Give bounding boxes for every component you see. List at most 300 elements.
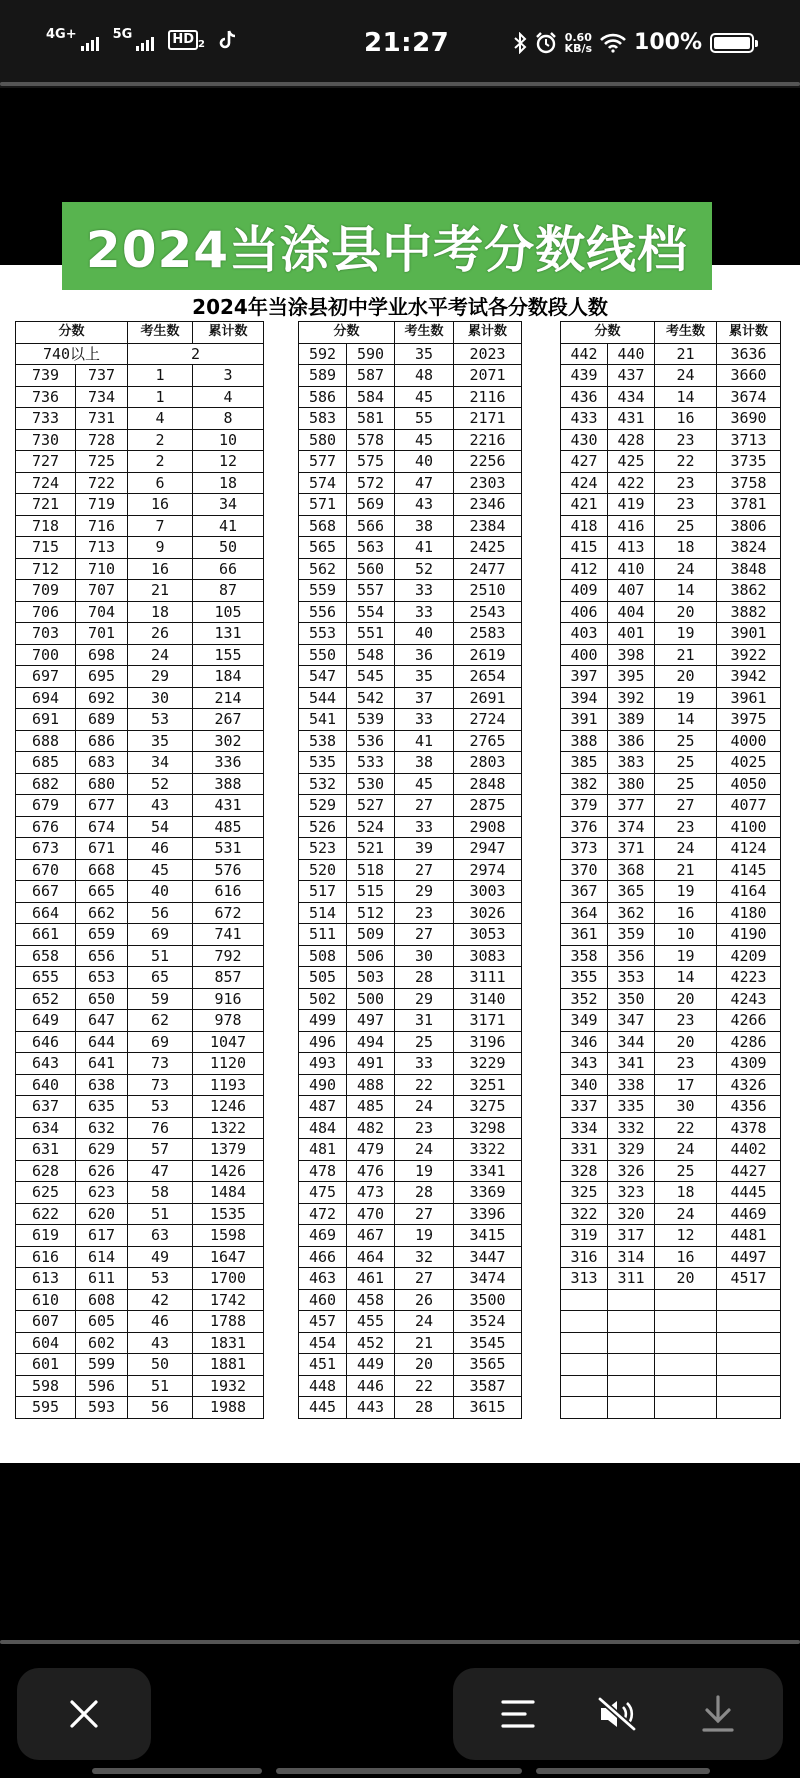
score-low: 716 <box>76 515 128 537</box>
table-row <box>16 1182 264 1204</box>
count-cell: 14 <box>655 580 717 602</box>
score-table-1 <box>15 321 264 1419</box>
score-high: 412 <box>561 558 608 580</box>
cumulative-cell: 3942 <box>717 666 781 688</box>
count-cell <box>655 1332 717 1354</box>
score-low: 524 <box>347 816 395 838</box>
table-row <box>299 558 522 580</box>
score-low: 404 <box>608 601 655 623</box>
count-cell: 48 <box>395 365 454 387</box>
score-high: 691 <box>16 709 76 731</box>
table-row <box>561 1010 781 1032</box>
score-low: 419 <box>608 494 655 516</box>
table-row <box>16 1354 264 1376</box>
cumulative-cell: 1881 <box>193 1354 264 1376</box>
count-cell: 22 <box>395 1375 454 1397</box>
table-row <box>16 1117 264 1139</box>
score-high: 379 <box>561 795 608 817</box>
score-low <box>608 1289 655 1311</box>
score-high: 415 <box>561 537 608 559</box>
score-high: 574 <box>299 472 347 494</box>
score-low: 674 <box>76 816 128 838</box>
header-count: 考生数 <box>128 322 193 344</box>
score-high: 589 <box>299 365 347 387</box>
cumulative-cell: 3636 <box>717 343 781 365</box>
cumulative-cell: 2116 <box>454 386 522 408</box>
score-high: 709 <box>16 580 76 602</box>
cumulative-cell <box>717 1375 781 1397</box>
score-high: 319 <box>561 1225 608 1247</box>
score-high: 652 <box>16 988 76 1010</box>
score-low: 362 <box>608 902 655 924</box>
score-high: 565 <box>299 537 347 559</box>
count-cell: 65 <box>128 967 193 989</box>
cumulative-cell: 616 <box>193 881 264 903</box>
score-low: 401 <box>608 623 655 645</box>
table-row <box>561 709 781 731</box>
table-row <box>16 580 264 602</box>
score-high: 430 <box>561 429 608 451</box>
table-row <box>561 1074 781 1096</box>
cumulative-cell: 3003 <box>454 881 522 903</box>
score-low: 476 <box>347 1160 395 1182</box>
cumulative-cell: 1484 <box>193 1182 264 1204</box>
table-row <box>561 752 781 774</box>
table-row <box>16 1096 264 1118</box>
score-high: 493 <box>299 1053 347 1075</box>
table-row <box>561 1225 781 1247</box>
score-low: 659 <box>76 924 128 946</box>
score-high: 649 <box>16 1010 76 1032</box>
score-high: 730 <box>16 429 76 451</box>
score-high: 373 <box>561 838 608 860</box>
count-cell: 21 <box>655 644 717 666</box>
score-high: 325 <box>561 1182 608 1204</box>
score-high: 733 <box>16 408 76 430</box>
table-row <box>561 1182 781 1204</box>
table-row <box>299 408 522 430</box>
count-cell: 25 <box>655 730 717 752</box>
score-low: 320 <box>608 1203 655 1225</box>
count-cell: 45 <box>395 386 454 408</box>
score-high: 706 <box>16 601 76 623</box>
score-low: 602 <box>76 1332 128 1354</box>
cumulative-cell: 3474 <box>454 1268 522 1290</box>
count-cell: 73 <box>128 1074 193 1096</box>
count-cell: 46 <box>128 1311 193 1333</box>
score-high: 508 <box>299 945 347 967</box>
score-high: 340 <box>561 1074 608 1096</box>
score-low: 725 <box>76 451 128 473</box>
table-row <box>561 1203 781 1225</box>
count-cell: 53 <box>128 709 193 731</box>
score-low: 443 <box>347 1397 395 1419</box>
table-row <box>299 945 522 967</box>
count-cell: 24 <box>655 1139 717 1161</box>
count-cell: 40 <box>395 623 454 645</box>
table-row <box>299 924 522 946</box>
score-high: 580 <box>299 429 347 451</box>
score-low: 668 <box>76 859 128 881</box>
banner-title: 2024当涂县中考分数线档 <box>85 221 689 279</box>
count-cell: 1 <box>128 365 193 387</box>
cumulative-cell: 485 <box>193 816 264 838</box>
cumulative-cell: 3674 <box>717 386 781 408</box>
score-low: 314 <box>608 1246 655 1268</box>
score-high: 463 <box>299 1268 347 1290</box>
table-row <box>299 1397 522 1419</box>
count-cell: 27 <box>395 1268 454 1290</box>
score-high: 331 <box>561 1139 608 1161</box>
score-high: 532 <box>299 773 347 795</box>
score-high: 388 <box>561 730 608 752</box>
count-cell: 21 <box>655 859 717 881</box>
count-cell: 20 <box>655 666 717 688</box>
count-cell: 27 <box>395 859 454 881</box>
cumulative-cell: 1788 <box>193 1311 264 1333</box>
table-row <box>561 408 781 430</box>
score-low: 512 <box>347 902 395 924</box>
count-cell: 14 <box>655 967 717 989</box>
table-row <box>561 1311 781 1333</box>
table-row <box>16 365 264 387</box>
count-cell: 19 <box>655 687 717 709</box>
score-low: 491 <box>347 1053 395 1075</box>
close-button[interactable] <box>17 1668 151 1760</box>
score-high: 622 <box>16 1203 76 1225</box>
count-cell: 24 <box>655 1203 717 1225</box>
score-high: 337 <box>561 1096 608 1118</box>
score-high: 376 <box>561 816 608 838</box>
count-cell: 47 <box>395 472 454 494</box>
count-cell: 21 <box>128 580 193 602</box>
count-cell: 19 <box>655 623 717 645</box>
table-header-row <box>299 322 522 344</box>
score-high: 355 <box>561 967 608 989</box>
score-high: 511 <box>299 924 347 946</box>
score-high: 715 <box>16 537 76 559</box>
score-low: 605 <box>76 1311 128 1333</box>
score-high: 382 <box>561 773 608 795</box>
signal-icon <box>81 37 99 51</box>
menu-button[interactable] <box>498 1694 538 1734</box>
cumulative-cell: 2803 <box>454 752 522 774</box>
cumulative-cell: 857 <box>193 967 264 989</box>
score-high: 442 <box>561 343 608 365</box>
score-high: 385 <box>561 752 608 774</box>
cumulative-cell: 1047 <box>193 1031 264 1053</box>
count-cell: 63 <box>128 1225 193 1247</box>
cumulative-cell: 1932 <box>193 1375 264 1397</box>
score-high: 631 <box>16 1139 76 1161</box>
score-low: 386 <box>608 730 655 752</box>
cumulative-cell: 2543 <box>454 601 522 623</box>
table-row <box>561 601 781 623</box>
count-cell: 18 <box>128 601 193 623</box>
cumulative-cell: 3083 <box>454 945 522 967</box>
score-low: 341 <box>608 1053 655 1075</box>
score-low: 416 <box>608 515 655 537</box>
table-row <box>561 623 781 645</box>
score-high: 547 <box>299 666 347 688</box>
count-cell: 27 <box>395 795 454 817</box>
score-low <box>608 1354 655 1376</box>
score-low: 494 <box>347 1031 395 1053</box>
table-row <box>561 1375 781 1397</box>
score-high: 421 <box>561 494 608 516</box>
score-high: 343 <box>561 1053 608 1075</box>
score-high: 535 <box>299 752 347 774</box>
cumulative-cell: 431 <box>193 795 264 817</box>
cumulative-cell: 3369 <box>454 1182 522 1204</box>
cumulative-cell: 531 <box>193 838 264 860</box>
count-cell: 34 <box>128 752 193 774</box>
table-row <box>16 644 264 666</box>
score-high: 424 <box>561 472 608 494</box>
table-row <box>16 537 264 559</box>
score-high: 361 <box>561 924 608 946</box>
score-low: 623 <box>76 1182 128 1204</box>
score-high: 685 <box>16 752 76 774</box>
count-cell: 38 <box>395 515 454 537</box>
cumulative-cell: 3565 <box>454 1354 522 1376</box>
count-cell: 12 <box>655 1225 717 1247</box>
cumulative-cell: 3882 <box>717 601 781 623</box>
table-row <box>16 601 264 623</box>
count-cell: 59 <box>128 988 193 1010</box>
score-high: 367 <box>561 881 608 903</box>
table-row <box>16 472 264 494</box>
header-cumulative: 累计数 <box>717 322 781 344</box>
table-row <box>299 644 522 666</box>
count-cell: 22 <box>655 451 717 473</box>
score-high: 697 <box>16 666 76 688</box>
score-high: 481 <box>299 1139 347 1161</box>
count-cell: 29 <box>395 988 454 1010</box>
count-cell: 33 <box>395 601 454 623</box>
cumulative-cell: 2908 <box>454 816 522 838</box>
score-low: 578 <box>347 429 395 451</box>
score-low: 713 <box>76 537 128 559</box>
cumulative-cell: 4427 <box>717 1160 781 1182</box>
cumulative-cell: 3396 <box>454 1203 522 1225</box>
cumulative-cell: 18 <box>193 472 264 494</box>
score-low: 614 <box>76 1246 128 1268</box>
table-row <box>561 902 781 924</box>
table-row <box>299 687 522 709</box>
score-high: 490 <box>299 1074 347 1096</box>
score-high: 667 <box>16 881 76 903</box>
count-cell: 23 <box>655 429 717 451</box>
count-cell: 55 <box>395 408 454 430</box>
count-cell: 16 <box>128 494 193 516</box>
cumulative-cell: 792 <box>193 945 264 967</box>
score-low: 629 <box>76 1139 128 1161</box>
score-high: 640 <box>16 1074 76 1096</box>
score-high: 628 <box>16 1160 76 1182</box>
count-cell: 20 <box>655 1031 717 1053</box>
count-cell: 39 <box>395 838 454 860</box>
count-cell: 23 <box>655 494 717 516</box>
score-high: 358 <box>561 945 608 967</box>
score-high: 538 <box>299 730 347 752</box>
header-count: 考生数 <box>395 322 454 344</box>
netspeed-unit: KB/s <box>564 41 593 55</box>
table-row <box>299 709 522 731</box>
table-row <box>299 1031 522 1053</box>
table-row <box>299 1117 522 1139</box>
count-cell: 6 <box>128 472 193 494</box>
score-low: 701 <box>76 623 128 645</box>
cumulative-cell: 3111 <box>454 967 522 989</box>
cumulative-cell: 4025 <box>717 752 781 774</box>
score-low: 431 <box>608 408 655 430</box>
score-high: 370 <box>561 859 608 881</box>
table-row <box>561 1332 781 1354</box>
count-cell: 21 <box>655 343 717 365</box>
count-cell: 24 <box>655 558 717 580</box>
table-row <box>299 343 522 365</box>
score-high: 664 <box>16 902 76 924</box>
score-high: 334 <box>561 1117 608 1139</box>
cumulative-cell: 4326 <box>717 1074 781 1096</box>
cumulative-cell: 3824 <box>717 537 781 559</box>
count-cell: 25 <box>655 1160 717 1182</box>
score-low: 482 <box>347 1117 395 1139</box>
score-high: 670 <box>16 859 76 881</box>
score-high: 598 <box>16 1375 76 1397</box>
table-row <box>299 623 522 645</box>
score-high: 460 <box>299 1289 347 1311</box>
count-cell: 19 <box>655 881 717 903</box>
battery-percent: 100% <box>634 30 702 55</box>
table-row <box>299 601 522 623</box>
count-cell: 42 <box>128 1289 193 1311</box>
score-low: 632 <box>76 1117 128 1139</box>
table-row <box>299 1311 522 1333</box>
score-high: 676 <box>16 816 76 838</box>
table-row <box>561 1160 781 1182</box>
score-low: 536 <box>347 730 395 752</box>
count-cell: 16 <box>655 1246 717 1268</box>
cumulative-cell: 741 <box>193 924 264 946</box>
score-high: 529 <box>299 795 347 817</box>
score-high <box>561 1354 608 1376</box>
table-row <box>16 1289 264 1311</box>
count-cell: 23 <box>655 1053 717 1075</box>
mute-button[interactable] <box>598 1694 638 1734</box>
cumulative-cell: 2023 <box>454 343 522 365</box>
cumulative-cell: 2477 <box>454 558 522 580</box>
download-icon <box>701 1695 735 1733</box>
count-cell: 16 <box>655 902 717 924</box>
table-row <box>299 1268 522 1290</box>
cumulative-cell: 4356 <box>717 1096 781 1118</box>
table-row <box>561 773 781 795</box>
score-high: 661 <box>16 924 76 946</box>
table-row <box>299 795 522 817</box>
table-row <box>561 687 781 709</box>
count-cell: 52 <box>395 558 454 580</box>
score-low: 545 <box>347 666 395 688</box>
table-row <box>299 451 522 473</box>
score-low: 575 <box>347 451 395 473</box>
score-high: 601 <box>16 1354 76 1376</box>
sim1-label: 4G+ <box>46 27 77 42</box>
score-low: 473 <box>347 1182 395 1204</box>
score-low: 626 <box>76 1160 128 1182</box>
cumulative-cell: 576 <box>193 859 264 881</box>
cumulative-cell: 1742 <box>193 1289 264 1311</box>
score-low: 479 <box>347 1139 395 1161</box>
cumulative-cell <box>717 1332 781 1354</box>
count-cell: 57 <box>128 1139 193 1161</box>
cumulative-cell: 336 <box>193 752 264 774</box>
score-low: 428 <box>608 429 655 451</box>
score-low: 434 <box>608 386 655 408</box>
score-low: 440 <box>608 343 655 365</box>
count-cell: 33 <box>395 1053 454 1075</box>
table-row <box>299 429 522 451</box>
table-row <box>299 752 522 774</box>
count-cell: 26 <box>128 623 193 645</box>
cumulative-cell: 1598 <box>193 1225 264 1247</box>
cumulative-cell: 3500 <box>454 1289 522 1311</box>
score-low: 686 <box>76 730 128 752</box>
table-row <box>16 730 264 752</box>
count-cell: 24 <box>395 1311 454 1333</box>
cumulative-cell: 2171 <box>454 408 522 430</box>
score-low: 647 <box>76 1010 128 1032</box>
download-button[interactable] <box>698 1694 738 1734</box>
table-row <box>299 1139 522 1161</box>
score-low: 599 <box>76 1354 128 1376</box>
table-row <box>16 1203 264 1225</box>
table-row <box>299 1074 522 1096</box>
score-high: 433 <box>561 408 608 430</box>
table-row <box>299 1010 522 1032</box>
count-cell: 23 <box>655 1010 717 1032</box>
score-high: 466 <box>299 1246 347 1268</box>
cumulative-cell: 4100 <box>717 816 781 838</box>
cumulative-cell: 3975 <box>717 709 781 731</box>
cumulative-cell: 2583 <box>454 623 522 645</box>
table-row <box>16 1332 264 1354</box>
cumulative-cell: 3275 <box>454 1096 522 1118</box>
score-high: 499 <box>299 1010 347 1032</box>
cumulative-cell: 388 <box>193 773 264 795</box>
score-high: 562 <box>299 558 347 580</box>
table-row <box>561 859 781 881</box>
score-low <box>608 1332 655 1354</box>
score-high: 427 <box>561 451 608 473</box>
score-low: 662 <box>76 902 128 924</box>
score-high: 316 <box>561 1246 608 1268</box>
table-row <box>16 623 264 645</box>
score-low: 722 <box>76 472 128 494</box>
score-low: 509 <box>347 924 395 946</box>
count-cell <box>655 1311 717 1333</box>
score-low: 719 <box>76 494 128 516</box>
cumulative-cell: 3735 <box>717 451 781 473</box>
count-cell: 27 <box>655 795 717 817</box>
score-high: 655 <box>16 967 76 989</box>
table-row <box>299 1096 522 1118</box>
count-cell: 10 <box>655 924 717 946</box>
cumulative-cell: 4497 <box>717 1246 781 1268</box>
count-cell: 28 <box>395 967 454 989</box>
score-high: 616 <box>16 1246 76 1268</box>
